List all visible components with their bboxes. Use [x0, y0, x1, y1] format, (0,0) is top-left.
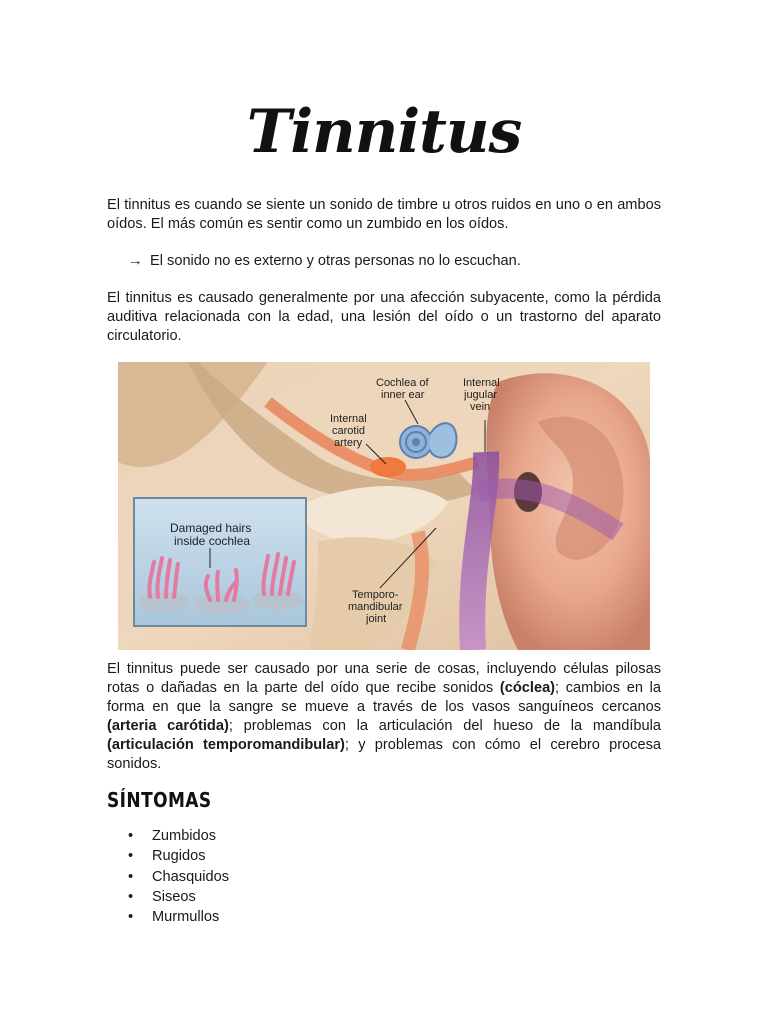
detail-text-4: ; y problemas con cómo el cerebro procesa sonidos. — [107, 737, 661, 772]
cause-paragraph: El tinnitus es causado generalmente por una afección subyacente, como la pérdida auditiva relacionada con la edad, una lesión del oído o un trastorno del aparato circulatorio. — [107, 290, 661, 344]
detail-text-1: El tinnitus puede ser causado por una serie de cosas, incluyendo células pilosas rotas o dañadas en la parte del oído que recibe sonidos — [107, 661, 661, 696]
label-hairs-2: inside cochlea — [174, 534, 251, 548]
arrow-icon: → — [128, 253, 143, 269]
label-cochlea-2: inner ear — [381, 389, 425, 401]
page-title: Tinnitus — [246, 97, 522, 167]
list-item: • Rugidos — [107, 846, 229, 866]
list-item: • Zumbidos — [107, 826, 229, 846]
detail-text-3: ; problemas con la articulación del hueso de la mandíbula — [228, 718, 662, 734]
detail-paragraph — [107, 660, 661, 774]
label-tmj-2: mandibular — [348, 601, 403, 613]
arrow-note — [128, 252, 521, 271]
detail-bold-tmj: (articulación temporomandibular) — [107, 737, 345, 753]
detail-text-2: ; cambios en la forma en que la sangre se mueve a través de los vasos sanguíneos cercanos — [107, 680, 661, 715]
label-carotid-1: Internal — [330, 413, 367, 425]
list-item: • Siseos — [107, 887, 229, 907]
label-tmj-1: Temporo- — [352, 589, 399, 601]
arrow-note-text: El sonido no es externo y otras personas no lo escuchan. — [150, 253, 521, 269]
label-jugular-2: jugular — [464, 389, 498, 401]
label-carotid-2: carotid — [332, 425, 366, 437]
label-hairs-1: Damaged hairs — [170, 521, 252, 535]
symptoms-list — [107, 826, 229, 927]
label-jugular-1: Internal — [463, 377, 500, 389]
damaged-hairs-inset — [134, 498, 306, 626]
intro-paragraph: El tinnitus es cuando se siente un sonido de timbre u otros ruidos en uno o en ambos oídos. El más común es sentir como un zumbido en los oídos. — [107, 197, 661, 232]
label-cochlea-1: Cochlea of — [376, 377, 429, 389]
symptoms-heading: SÍNTOMAS — [107, 788, 212, 812]
detail-bold-cochlea: (cóclea) — [499, 680, 556, 696]
label-tmj-3: joint — [366, 613, 387, 625]
label-jugular-3: vein — [470, 401, 491, 413]
list-item: • Murmullos — [107, 907, 229, 927]
list-item: • Chasquidos — [107, 867, 229, 887]
label-carotid-3: artery — [334, 437, 363, 449]
ear-anatomy-illustration — [118, 362, 650, 650]
detail-bold-carotid: (arteria carótida) — [107, 718, 229, 734]
